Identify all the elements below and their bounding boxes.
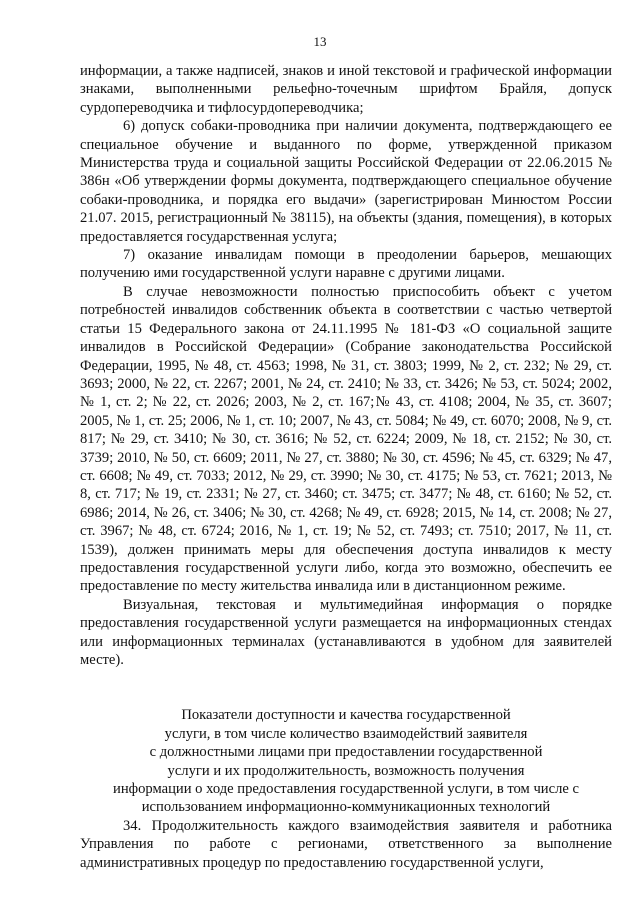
section-heading-line: использованием информационно-коммуникационных технологий [141, 799, 551, 816]
paragraph-continuation: информации, а также надписей, знаков и иной текстовой и графической информации знаками, выполненными рельефно-точечным шрифтом Брайля, допуск сурдопереводчика и тифлосурдопереводчика; [80, 63, 612, 116]
document-body [80, 62, 612, 872]
section-heading-line: услуги и их продолжительность, возможность получения [167, 762, 525, 779]
paragraph-item-34: 34. Продолжительность каждого взаимодействия заявителя и работника Управления по работе с регионами, ответственного за выполнение административных процедур по предоставлению государственной услуги, [80, 817, 612, 871]
paragraph-item-7: 7) оказание инвалидам помощи в преодолении барьеров, мешающих получению ими государственной услуги наравне с другими лицами. [80, 247, 612, 282]
section-heading-line: Показатели доступности и качества государственной [181, 707, 511, 724]
paragraph-accessibility-measures: В случае невозможности полностью приспособить объект с учетом потребностей инвалидов собственник объекта в соответствии с частью четвертой статьи 15 Федерального закона от 24.11.1995 № 181-ФЗ «О социальной защите инвалидов в Российской Федерации» (Собрание законодательства Российской Федерации, 1995, № 48, ст. 4563; 1998, № 31, ст. 3803; 1999, № 2, ст. 232; № 29, ст. 3693; 2000, № 22, ст. 2267; 2001, № 24, ст. 2410; № 33, ст. 3426; № 53, ст. 5024; 2002, № 1, ст. 2; № 22, ст. 2026; 2003, № 2, ст. 167;№ 43, ст. 4108; 2004, № 35, ст. 3607; 2005, № 1, ст. 25; 2006, № 1, ст. 10; 2007, № 43, ст. 5084; № 49, ст. 6070; 2008, № 9, ст. 817; № 29, ст. 3410; № 30, ст. 3616; № 52, ст. 6224; 2009, № 18, ст. 2152; № 30, ст. 3739; 2010, № 50, ст. 6609; 2011, № 27, ст. 3880; № 30, ст. 4596; № 45, ст. 6329; № 47, ст. 6608; № 49, ст. 7033; 2012, № 29, ст. 3990; № 30, ст. 4175; № 53, ст. 7621; 2013, № 8, ст. 717; № 19, ст. 2331; № 27, ст. 3460; ст. 3475; ст. 3477; № 48, ст. 6160; № 52, ст. 6986; 2014, № 26, ст. 3406; № 30, ст. 4268; № 49, ст. 6928; 2015, № 14, ст. 2008; № 27, ст. 3967; № 48, ст. 6724; 2016, № 1, ст. 19; № 52, ст. 7493; ст. 7510; 2017, № 11, ст. 1539), должен принимать меры для обеспечения доступа инвалидов к месту предоставления государственной услуги либо, когда это возможно, обеспечить ее предоставление по месту жительства инвалида или в дистанционном режиме. [80, 283, 612, 595]
paragraph-item-6: 6) допуск собаки-проводника при наличии документа, подтверждающего ее специальное обучение и выданного по форме, утвержденной приказом Министерства труда и социальной защиты Российской Федерации от 22.06.2015 № 386н «Об утверждении формы документа, подтверждающего специальное обучение собаки-проводника, и порядка его выдачи» (зарегистрирован Минюстом России 21.07. 2015, регистрационный № 38115), на объекты (здания, помещения), в которых предоставляется государственная услуга; [80, 118, 612, 245]
page-number: 13 [313, 34, 327, 49]
section-heading-line: услуги, в том числе количество взаимодействий заявителя [164, 725, 528, 742]
section-spacer [80, 669, 612, 706]
section-heading-line: с должностными лицами при предоставлении государственной [149, 744, 543, 761]
paragraph-visual-information: Визуальная, текстовая и мультимедийная информация о порядке предоставления государственной услуги размещается на информационных стендах или информационных терминалах (устанавливаются в удобном для заявителей месте). [80, 596, 612, 668]
section-heading [80, 706, 612, 816]
section-heading-line: информации о ходе предоставления государственной услуги, в том числе с [113, 781, 579, 798]
